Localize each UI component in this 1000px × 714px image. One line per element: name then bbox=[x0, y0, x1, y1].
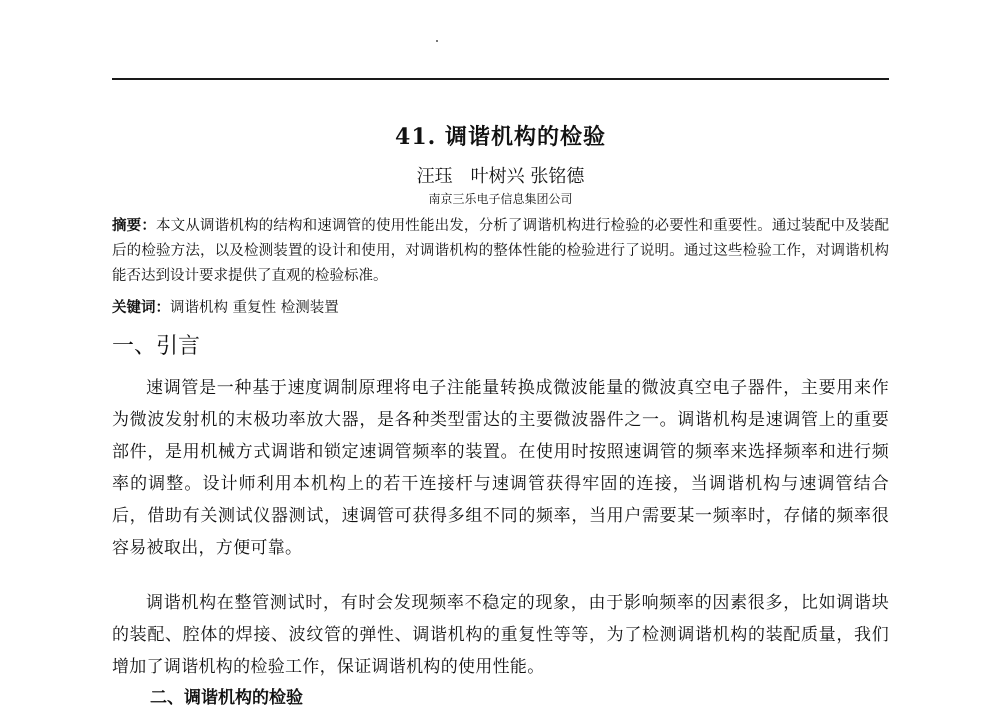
keywords-text: 调谐机构 重复性 检测装置 bbox=[170, 300, 339, 316]
paper-authors: 汪珏 叶树兴 张铭德 bbox=[416, 166, 585, 187]
scan-speck bbox=[436, 40, 438, 42]
keywords bbox=[112, 296, 889, 321]
keywords-label: 关键词： bbox=[112, 300, 170, 316]
body-paragraph-2: 调谐机构在整管测试时，有时会发现频率不稳定的现象，由于影响频率的因素很多，比如调谐块的装配、腔体的焊接、波纹管的弹性、调谐机构的重复性等等，为了检测调谐机构的装配质量，我们增加了调谐机构的检验工作，保证调谐机构的使用性能。 bbox=[112, 593, 889, 677]
body-paragraph-1: 速调管是一种基于速度调制原理将电子注能量转换成微波能量的微波真空电子器件，主要用来作为微波发射机的末极功率放大器，是各种类型雷达的主要微波器件之一。调谐机构是速调管上的重要部件，是用机械方式调谐和锁定速调管频率的装置。在使用时按照速调管的频率来选择频率和进行频率的调整。设计师利用本机构上的若干连接杆与速调管获得牢固的连接，当调谐机构与速调管结合后，借助有关测试仪器测试，速调管可获得多组不同的频率，当用户需要某一频率时，存储的频率很容易被取出，方便可靠。 bbox=[112, 378, 889, 558]
abstract bbox=[112, 214, 889, 289]
abstract-text: 本文从调谐机构的结构和速调管的使用性能出发，分析了调谐机构进行检验的必要性和重要性。通过装配中及装配后的检验方法，以及检测装置的设计和使用，对调谐机构的整体性能的检验进行了说明。通过这些检验工作，对调谐机构能否达到设计要求提供了直观的检验标准。 bbox=[112, 218, 890, 284]
paper-affiliation: 南京三乐电子信息集团公司 bbox=[428, 192, 573, 206]
paper-title: 41. 调谐机构的检验 bbox=[395, 124, 606, 150]
section-heading-partial: 二、调谐机构的检验 bbox=[150, 688, 303, 708]
header-rule bbox=[112, 78, 889, 80]
abstract-label: 摘要： bbox=[112, 218, 156, 234]
section-heading-introduction: 一、引言 bbox=[112, 334, 201, 359]
